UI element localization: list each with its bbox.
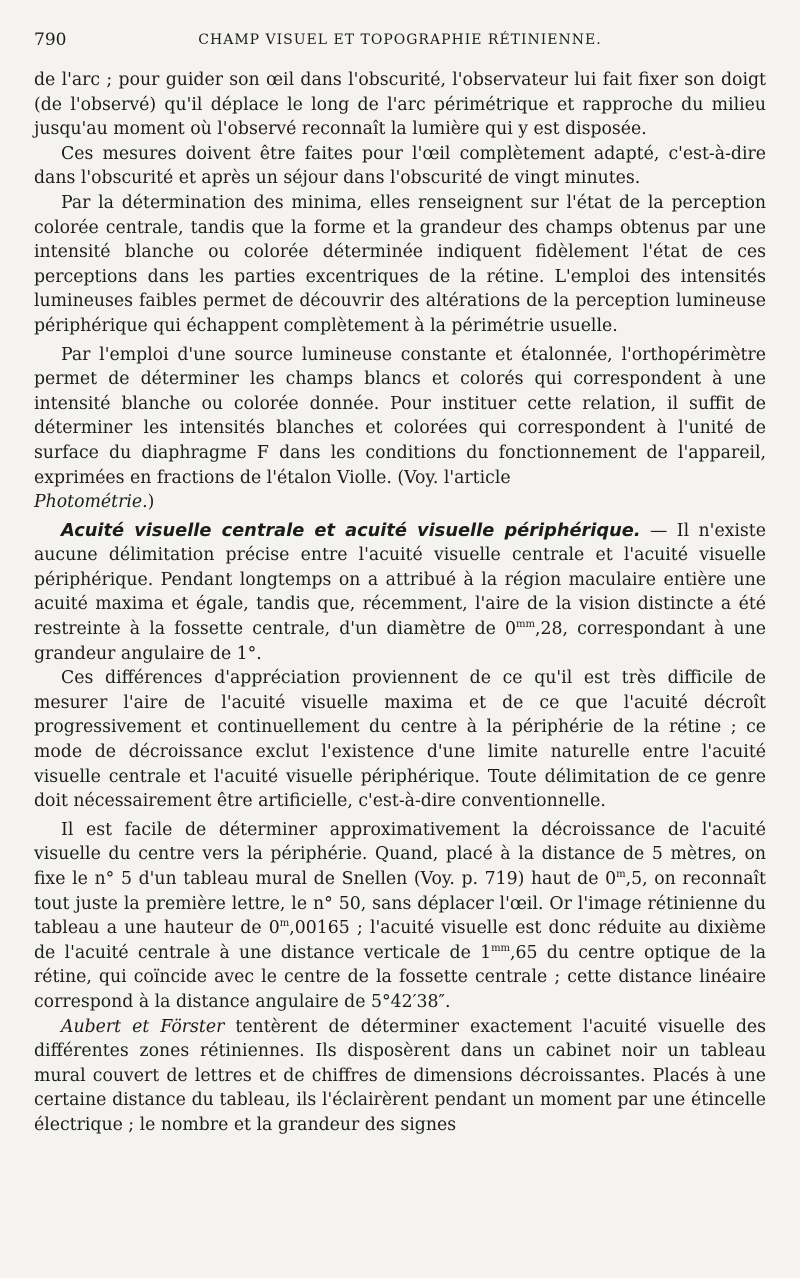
body-text [34, 68, 766, 1138]
paragraph-text: ) [147, 492, 155, 513]
paragraph-text: — Il n'existe aucune délimitation précise entre l'acuité visuelle centrale et l'acuité visuelle périphérique. Pendant longtemps on a attribué à la région maculaire entière une acuité maxima et égale, tandis que, récemment, l'aire de la vision distincte a été restreinte à la fossette centrale, d'un diamètre de 0 [34, 520, 766, 640]
paragraph: Par la détermination des minima, elles renseignent sur l'état de la perception colorée centrale, tandis que la forme et la grandeur des champs obtenus par une intensité blanche ou colorée déterminée indiquent fidèlement l'état de ces perceptions dans les parties excentriques de la rétine. L'emploi des intensités lumineuses faibles permet de découvrir des altérations de la perception lumineuse périphérique qui échappent complètement à la périmétrie usuelle. [34, 192, 766, 336]
page-number: 790 [34, 30, 67, 50]
paragraph-text: tentèrent de déterminer exactement l'acuité visuelle des différentes zones rétiniennes. Ils disposèrent dans un cabinet noir un tableau mural couvert de lettres et de chiffres de dimensions décroissantes. Placés à une certaine distance du tableau, ils l'éclairèrent pendant un moment par une étincelle électrique ; le nombre et la grandeur des signes [34, 1016, 767, 1135]
paragraph [34, 519, 766, 667]
paragraph: de l'arc ; pour guider son œil dans l'obscurité, l'observateur lui fait fixer son doigt (de l'observé) qu'il déplace le long de l'arc périmétrique et rapproche du milieu jusqu'au moment où l'observé reconnaît la lumière qui y est disposée. [34, 70, 766, 140]
unit-superscript: mm [516, 619, 535, 631]
author-names: Aubert et Förster [61, 1016, 225, 1037]
paragraph-text: Par l'emploi d'une source lumineuse constante et étalonnée, l'orthopérimètre permet de déterminer les champs blancs et colorés qui correspondent à une intensité blanche ou colorée donnée. Pour instituer cette relation, il suffit de déterminer les intensités blanches et colorées qui correspondent à l'unité de surface du diaphragme F dans les conditions du fonctionnement de l'appareil, exprimées en fractions de l'étalon Violle. (Voy. l'article [34, 344, 766, 488]
paragraph: Ces mesures doivent être faites pour l'œil complètement adapté, c'est-à-dire dans l'obscurité et après un séjour dans l'obscurité de vingt minutes. [34, 143, 766, 189]
paragraph: Ces différences d'appréciation proviennent de ce qu'il est très difficile de mesurer l'aire de l'acuité visuelle maxima et de ce que l'acuité décroît progressivement et continuellement du centre à la périphérie de la rétine ; ce mode de décroissance exclut l'existence d'une limite naturelle entre l'acuité visuelle centrale et l'acuité visuelle périphérique. Toute délimitation de ce genre doit nécessairement être artificielle, c'est-à-dire conventionnelle. [34, 668, 766, 812]
article-reference: Photométrie. [34, 492, 148, 513]
page-header [34, 30, 766, 54]
paragraph [34, 1015, 766, 1138]
section-title: Acuité visuelle centrale et acuité visuelle périphérique. [61, 519, 641, 541]
paragraph [34, 818, 766, 1015]
unit-superscript: m [279, 918, 290, 930]
running-title: CHAMP VISUEL ET TOPOGRAPHIE RÉTINIENNE. [198, 32, 602, 48]
paragraph-text: ,00165 ; l'acuité visuelle est donc réduite au dixième de l'acuité centrale à une distance verticale de 1 [34, 918, 766, 963]
paragraph-text: ,65 du centre optique de la rétine, qui coïncide avec le centre de la fossette centrale ; cette distance linéaire correspond à la distance angulaire de 5°42′38″. [34, 942, 766, 1012]
paragraph-text: ,5, on reconnaît tout juste la première lettre, le n° 50, sans déplacer l'œil. Or l'image rétinienne du tableau a une hauteur de 0 [34, 869, 766, 939]
paragraph-text: Il est facile de déterminer approximativement la décroissance de l'acuité visuelle du centre vers la périphérie. Quand, placé à la distance de 5 mètres, on fixe le n° 5 d'un tableau mural de Snellen (Voy. p. 719) haut de 0 [34, 819, 766, 889]
unit-superscript: m [616, 869, 626, 881]
unit-superscript: mm [491, 943, 511, 955]
paragraph [34, 343, 766, 515]
paragraph-text: ,28, correspondant à une grandeur angulaire de 1°. [34, 619, 766, 664]
